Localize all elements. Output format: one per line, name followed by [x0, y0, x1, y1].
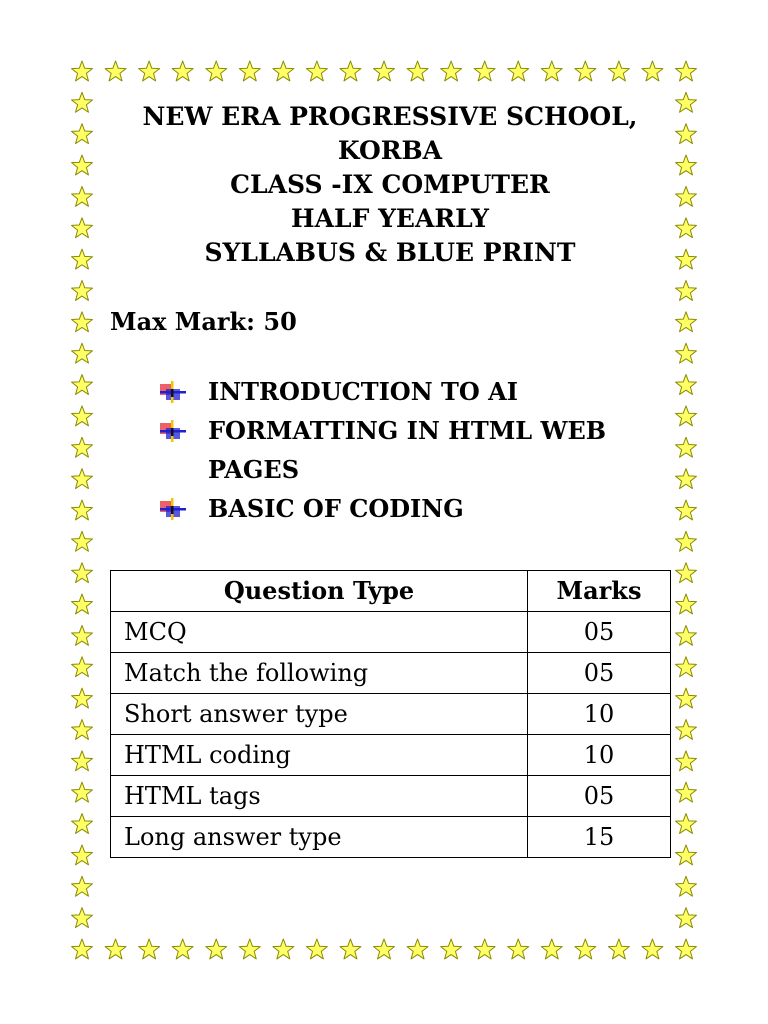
- star-icon: [575, 61, 596, 81]
- star-icon: [72, 814, 93, 834]
- marks-cell: 05: [528, 653, 671, 694]
- star-icon: [676, 500, 697, 520]
- document-body: [110, 100, 670, 851]
- star-icon: [676, 720, 697, 740]
- star-icon: [676, 375, 697, 395]
- star-icon: [676, 186, 697, 206]
- question-type-cell: HTML coding: [111, 735, 528, 776]
- plus-square-bullet-icon: [158, 381, 188, 403]
- star-icon: [474, 939, 495, 959]
- max-mark: Max Mark: 50: [110, 307, 297, 336]
- marks-cell: 10: [528, 735, 671, 776]
- star-icon: [72, 657, 93, 677]
- star-icon: [72, 124, 93, 144]
- star-icon: [407, 939, 428, 959]
- school-header: [110, 100, 670, 270]
- star-icon: [206, 61, 227, 81]
- star-icon: [676, 876, 697, 896]
- star-icon: [72, 406, 93, 426]
- star-icon: [676, 908, 697, 928]
- marks-cell: 05: [528, 776, 671, 817]
- star-icon: [105, 939, 126, 959]
- star-icon: [72, 218, 93, 238]
- star-icon: [676, 751, 697, 771]
- column-header-marks: Marks: [528, 571, 671, 612]
- star-icon: [72, 437, 93, 457]
- star-icon: [239, 61, 260, 81]
- star-icon: [676, 531, 697, 551]
- star-icon: [508, 939, 529, 959]
- star-icon: [72, 782, 93, 802]
- star-icon: [72, 751, 93, 771]
- question-type-cell: Short answer type: [111, 694, 528, 735]
- star-icon: [72, 312, 93, 332]
- star-icon: [139, 61, 160, 81]
- star-icon: [72, 155, 93, 175]
- exam-term: HALF YEARLY: [291, 204, 489, 233]
- star-icon: [72, 186, 93, 206]
- star-icon: [72, 343, 93, 363]
- star-icon: [676, 92, 697, 112]
- star-icon: [676, 688, 697, 708]
- plus-square-bullet-icon: [158, 420, 188, 442]
- syllabus-topic: [158, 489, 658, 528]
- star-icon: [72, 688, 93, 708]
- class-subject: CLASS -IX COMPUTER: [230, 170, 550, 199]
- star-icon: [374, 939, 395, 959]
- syllabus-topics: [158, 372, 658, 528]
- star-icon: [139, 939, 160, 959]
- star-icon: [575, 939, 596, 959]
- star-icon: [72, 845, 93, 865]
- table-row: [111, 612, 671, 653]
- question-type-cell: MCQ: [111, 612, 528, 653]
- question-type-cell: HTML tags: [111, 776, 528, 817]
- table-header-row: [111, 571, 671, 612]
- star-icon: [72, 249, 93, 269]
- question-type-cell: Match the following: [111, 653, 528, 694]
- star-icon: [374, 61, 395, 81]
- star-icon: [72, 720, 93, 740]
- star-icon: [306, 61, 327, 81]
- star-icon: [273, 61, 294, 81]
- star-icon: [676, 281, 697, 301]
- star-icon: [676, 782, 697, 802]
- table-row: [111, 653, 671, 694]
- star-icon: [306, 939, 327, 959]
- syllabus-topic: [158, 372, 658, 411]
- syllabus-topic: [158, 411, 658, 489]
- star-icon: [72, 594, 93, 614]
- star-icon: [676, 814, 697, 834]
- star-icon: [541, 61, 562, 81]
- star-icon: [676, 469, 697, 489]
- star-icon: [676, 845, 697, 865]
- star-icon: [642, 939, 663, 959]
- star-icon: [72, 375, 93, 395]
- star-icon: [72, 563, 93, 583]
- star-icon: [441, 939, 462, 959]
- star-icon: [541, 939, 562, 959]
- star-icon: [474, 61, 495, 81]
- star-icon: [72, 876, 93, 896]
- topic-label: FORMATTING IN HTML WEB PAGES: [208, 416, 607, 484]
- star-icon: [676, 939, 697, 959]
- star-icon: [407, 61, 428, 81]
- star-icon: [72, 281, 93, 301]
- topic-label: INTRODUCTION TO AI: [208, 377, 518, 406]
- column-header-question-type: Question Type: [111, 571, 528, 612]
- star-icon: [676, 343, 697, 363]
- marks-cell: 05: [528, 612, 671, 653]
- star-icon: [72, 939, 93, 959]
- star-icon: [340, 939, 361, 959]
- marks-cell: 15: [528, 817, 671, 858]
- star-icon: [105, 61, 126, 81]
- star-icon: [608, 939, 629, 959]
- table-row: [111, 694, 671, 735]
- star-icon: [676, 249, 697, 269]
- table-row: [111, 817, 671, 858]
- topic-label: BASIC OF CODING: [208, 494, 464, 523]
- star-icon: [676, 312, 697, 332]
- star-icon: [676, 61, 697, 81]
- star-icon: [340, 61, 361, 81]
- star-icon: [676, 218, 697, 238]
- star-icon: [72, 625, 93, 645]
- star-icon: [172, 61, 193, 81]
- star-icon: [676, 594, 697, 614]
- school-name: NEW ERA PROGRESSIVE SCHOOL,: [142, 102, 638, 131]
- star-icon: [608, 61, 629, 81]
- table-row: [111, 776, 671, 817]
- table-row: [111, 735, 671, 776]
- star-icon: [676, 625, 697, 645]
- star-icon: [72, 61, 93, 81]
- star-icon: [441, 61, 462, 81]
- star-icon: [676, 155, 697, 175]
- document-title: SYLLABUS & BLUE PRINT: [204, 238, 576, 267]
- star-icon: [72, 531, 93, 551]
- star-icon: [676, 406, 697, 426]
- question-type-cell: Long answer type: [111, 817, 528, 858]
- star-icon: [172, 939, 193, 959]
- star-icon: [676, 657, 697, 677]
- marks-cell: 10: [528, 694, 671, 735]
- star-icon: [206, 939, 227, 959]
- star-icon: [676, 563, 697, 583]
- star-icon: [642, 61, 663, 81]
- star-icon: [72, 92, 93, 112]
- plus-square-bullet-icon: [158, 498, 188, 520]
- star-icon: [676, 124, 697, 144]
- blueprint-table: [110, 570, 671, 858]
- star-icon: [72, 908, 93, 928]
- star-icon: [508, 61, 529, 81]
- star-icon: [239, 939, 260, 959]
- star-icon: [676, 437, 697, 457]
- star-icon: [273, 939, 294, 959]
- school-city: KORBA: [337, 136, 443, 165]
- star-icon: [72, 469, 93, 489]
- star-icon: [72, 500, 93, 520]
